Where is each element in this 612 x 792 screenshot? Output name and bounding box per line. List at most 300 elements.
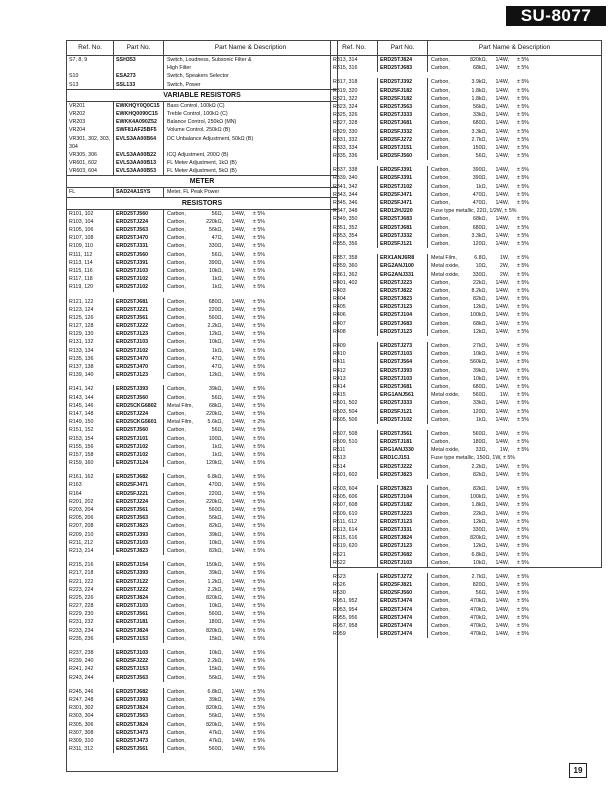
part-number: SSL133 (114, 81, 164, 89)
part-number: ERG1ANJ330 (378, 446, 428, 454)
description-text (167, 143, 337, 151)
table-row (331, 262, 601, 270)
ref-number: R407 (331, 320, 378, 328)
table-row (67, 712, 337, 720)
ref-number: R215, 216 (67, 561, 114, 569)
resistor-type: Carbon, (167, 364, 186, 370)
resistance-value: 2.2kΩ, (207, 658, 223, 665)
wattage: 1/4W, (495, 191, 509, 198)
resistance-value: 330Ω, (208, 243, 223, 250)
ref-number: R133, 134 (67, 347, 114, 355)
part-number: ERD25TJ391 (114, 259, 164, 267)
wattage: 1/4W, (231, 218, 245, 225)
tolerance: ± 5% (252, 635, 265, 642)
ref-number: R412 (331, 367, 378, 375)
tolerance: ± 5% (516, 631, 529, 638)
wattage: 1/4W, (231, 482, 245, 489)
tolerance: ± 5% (252, 658, 265, 665)
resistance-value: 10kΩ, (473, 351, 487, 358)
wattage: 1/4W, (495, 518, 509, 525)
resistance-value: 10kΩ, (209, 339, 223, 346)
tolerance: ± 5% (516, 439, 529, 446)
resistance-value: 10kΩ, (473, 559, 487, 566)
resistor-type: Carbon, (167, 650, 186, 656)
tolerance: ± 5% (516, 65, 529, 72)
part-number: ERD25TJ102 (378, 183, 428, 191)
part-description (164, 657, 337, 665)
section-heading: RESISTORS (67, 197, 337, 210)
table-row (331, 56, 601, 64)
tolerance: ± 5% (516, 598, 529, 605)
wattage: 1/4W, (231, 364, 245, 370)
wattage: 1/4W, (231, 627, 245, 634)
part-number: ERD25TJ333 (378, 399, 428, 407)
table-row (331, 174, 601, 182)
part-description (428, 526, 601, 534)
resistance-value: 470Ω, (208, 482, 223, 489)
table-row (67, 347, 337, 355)
table-row (331, 408, 601, 416)
table-row (67, 657, 337, 665)
ref-number: R227, 228 (67, 602, 114, 610)
resistor-type: Carbon, (431, 590, 450, 597)
wattage: 1/4W, (231, 402, 245, 409)
ref-number: R223, 224 (67, 586, 114, 594)
ref-number: R329, 330 (331, 128, 378, 136)
page-number: 19 (569, 763, 587, 778)
resistor-type: Carbon, (431, 65, 450, 72)
ref-number: R113, 114 (67, 259, 114, 267)
part-description (428, 342, 601, 350)
description-text: Fuse type metallic, 22Ω, 1/2W, ± 5% (431, 208, 517, 215)
resistance-value: 2.2kΩ, (207, 586, 223, 593)
part-number: ERD25TJ101 (114, 435, 164, 443)
ref-number: R605, 606 (331, 493, 378, 501)
wattage: 1/4W, (231, 696, 245, 703)
wattage: 1/4W, (495, 279, 509, 286)
resistance-value: 33Ω, (475, 447, 487, 454)
resistance-value: 820kΩ, (206, 721, 223, 728)
part-description (428, 454, 601, 462)
resistance-value: 470kΩ, (470, 614, 487, 621)
ref-number: R311, 312 (67, 745, 114, 753)
part-number: ERD25FJ391 (378, 174, 428, 182)
resistor-type: Carbon, (431, 526, 450, 533)
part-number: ERD25TJ561 (378, 430, 428, 438)
wattage: 1/4W, (495, 296, 509, 303)
part-number: ERD25TJ103 (114, 602, 164, 610)
tolerance: ± 5% (516, 494, 529, 501)
wattage: 1/4W, (495, 614, 509, 621)
resistor-type: Carbon, (167, 523, 186, 530)
resistance-value: 68kΩ, (473, 216, 487, 223)
part-number: ERD25TJ223 (378, 510, 428, 518)
table-row (67, 314, 337, 322)
tolerance: ± 5% (252, 619, 265, 626)
resistor-type: Metal Film, (167, 419, 193, 426)
resistance-value: 680Ω, (208, 298, 223, 305)
resistor-type: Carbon, (167, 227, 186, 233)
tolerance: ± 5% (516, 320, 529, 327)
part-number: ERD25TJ102 (114, 283, 164, 291)
table-row (331, 254, 601, 262)
ref-number: VR204 (67, 126, 114, 134)
resistor-type: Carbon, (167, 427, 186, 434)
resistance-value: 820kΩ, (206, 627, 223, 634)
resistance-value: 10kΩ, (209, 650, 223, 656)
resistor-type: Carbon, (167, 515, 186, 522)
tolerance: ± 5% (252, 482, 265, 489)
tolerance: ± 5% (516, 287, 529, 294)
resistance-value: 39kΩ, (209, 696, 223, 703)
table-row (67, 481, 337, 489)
resistor-type: Carbon, (431, 559, 450, 566)
part-description (164, 167, 337, 175)
table-row (67, 363, 337, 371)
resistor-type: Carbon, (167, 586, 186, 593)
table-row (331, 493, 601, 501)
part-description (428, 630, 601, 638)
resistor-type: Carbon, (431, 383, 450, 390)
wattage: 1/4W, (231, 298, 245, 305)
wattage: 1/4W, (231, 515, 245, 522)
part-number: ERD25TJ563 (114, 514, 164, 522)
wattage: 1/4W, (231, 227, 245, 233)
wattage: 1/4W, (495, 351, 509, 358)
wattage: 1/4W, (495, 526, 509, 533)
wattage: 1/4W, (231, 314, 245, 321)
resistor-type: Carbon, (167, 737, 186, 744)
part-description (428, 78, 601, 86)
table-row (331, 471, 601, 479)
part-number: ERD25TJ683 (378, 215, 428, 223)
table-row (331, 416, 601, 424)
resistance-value: 6.8kΩ, (471, 551, 487, 558)
resistance-value: 390Ω, (472, 175, 487, 182)
tolerance: ± 5% (252, 298, 265, 305)
part-description (164, 135, 337, 143)
tolerance: ± 5% (516, 183, 529, 190)
tolerance: ± 5% (516, 224, 529, 231)
part-description (164, 627, 337, 635)
tolerance: ± 5% (252, 547, 265, 554)
ref-number: R353, 354 (331, 232, 378, 240)
wattage: 1/4W, (231, 674, 245, 681)
resistor-type: Carbon, (431, 144, 450, 151)
resistor-type: Carbon, (431, 535, 450, 542)
resistor-type: Carbon, (167, 347, 186, 354)
resistance-value: 10kΩ, (209, 539, 223, 546)
ref-number: R355, 356 (331, 240, 378, 248)
part-number: SSH353 (114, 56, 164, 64)
wattage: 1/4W, (495, 463, 509, 470)
resistor-type: Carbon, (167, 372, 186, 379)
resistor-type: Carbon, (167, 298, 186, 305)
part-number: ERD25FJ821 (378, 581, 428, 589)
part-description (164, 649, 337, 657)
resistor-type: Carbon, (167, 658, 186, 665)
table-row (67, 242, 337, 250)
resistor-type: Carbon, (167, 547, 186, 554)
tolerance: ± 5% (252, 364, 265, 370)
wattage: 1/4W, (495, 573, 509, 580)
resistance-value: 1kΩ, (475, 416, 487, 423)
resistor-type: Carbon, (167, 451, 186, 458)
part-number: ERD25TJ224 (114, 410, 164, 418)
wattage: 1/4W, (231, 435, 245, 442)
part-description (164, 210, 337, 218)
resistor-type: Carbon, (431, 631, 450, 638)
tolerance: ± 5% (252, 331, 265, 338)
table-row (331, 95, 601, 103)
resistor-type: Carbon, (167, 210, 186, 217)
wattage: 1/4W, (231, 267, 245, 274)
ref-number: R313, 314 (331, 56, 378, 64)
resistance-value: 56kΩ, (209, 713, 223, 720)
ref-number: R119, 120 (67, 283, 114, 291)
tolerance: ± 5% (252, 276, 265, 283)
resistance-value: 470kΩ, (470, 606, 487, 613)
ref-number: R321, 322 (331, 95, 378, 103)
resistance-value: 82kΩ, (473, 471, 487, 478)
table-row (331, 128, 601, 136)
wattage: 1/4W, (495, 408, 509, 415)
ref-number: R325, 326 (331, 111, 378, 119)
part-description (428, 152, 601, 160)
table-row (331, 152, 601, 160)
ref-number: R601, 602 (331, 471, 378, 479)
part-number: ERD25FJ391 (378, 166, 428, 174)
tolerance: ± 5% (516, 408, 529, 415)
part-description (164, 451, 337, 459)
table-row (67, 402, 337, 410)
ref-number: R235, 236 (67, 635, 114, 643)
wattage: 1/4W, (495, 367, 509, 374)
part-number (114, 64, 164, 72)
part-description (164, 418, 337, 426)
ref-number: R247, 248 (67, 696, 114, 704)
resistor-type: Carbon, (431, 375, 450, 382)
ref-number: R351, 352 (331, 224, 378, 232)
resistor-type: Carbon, (167, 635, 186, 642)
part-number: ERD25TJ123 (378, 303, 428, 311)
part-description (164, 539, 337, 547)
table-row (67, 118, 337, 126)
part-description (428, 573, 601, 581)
part-description (164, 674, 337, 682)
model-title: SU-8077 (506, 6, 606, 26)
resistance-value: 12kΩ, (473, 518, 487, 525)
resistor-type: Carbon, (431, 287, 450, 294)
resistor-type: Carbon, (431, 224, 450, 231)
wattage: 1/4W, (495, 167, 509, 174)
table-row (331, 199, 601, 207)
resistor-type: Carbon, (167, 674, 186, 681)
resistance-value: 120kΩ, (206, 460, 223, 467)
wattage: 1/4W, (231, 578, 245, 585)
table-body (67, 56, 337, 753)
header-part: Part No. (114, 41, 164, 55)
wattage: 1/4W, (231, 498, 245, 505)
wattage: 1/4W, (231, 372, 245, 379)
tolerance: ± 5% (516, 375, 529, 382)
wattage: 1/4W, (495, 304, 509, 311)
ref-number: R333, 334 (331, 144, 378, 152)
ref-number: R319, 320 (331, 87, 378, 95)
resistance-value: 2.2kΩ, (207, 323, 223, 330)
table-row (67, 210, 337, 218)
tolerance: ± 5% (516, 153, 529, 160)
part-description (164, 298, 337, 306)
resistance-value: 12kΩ, (473, 543, 487, 550)
table-row (331, 630, 601, 638)
ref-number: R103, 104 (67, 218, 114, 226)
ref-number: R411 (331, 358, 378, 366)
wattage: 1/4W, (231, 594, 245, 601)
tolerance: ± 5% (516, 535, 529, 542)
tolerance: ± 5% (516, 502, 529, 509)
resistor-type: Carbon, (167, 705, 186, 712)
ref-number: VR603, 604 (67, 167, 114, 175)
section-heading: METER (67, 175, 337, 188)
table-row (331, 166, 601, 174)
table-row (331, 391, 601, 399)
tolerance: ± 5% (252, 705, 265, 712)
part-number: ERD25TJ123 (378, 542, 428, 550)
resistance-value: 820kΩ, (206, 594, 223, 601)
resistance-value: 1kΩ, (211, 276, 223, 283)
ref-number: R137, 138 (67, 363, 114, 371)
part-number: ERD25TJ563 (378, 103, 428, 111)
description-text: Switch, Power (167, 81, 201, 88)
ref-number: R317, 318 (331, 78, 378, 86)
table-row (67, 490, 337, 498)
table-row (67, 649, 337, 657)
ref-number: VR301, 302, 303, (67, 135, 114, 143)
part-description (428, 430, 601, 438)
table-row (67, 110, 337, 118)
wattage: 1/4W, (495, 559, 509, 566)
wattage: 1/4W, (231, 523, 245, 530)
part-description (428, 287, 601, 295)
resistor-type: Carbon, (431, 120, 450, 127)
wattage: 1/4W, (495, 312, 509, 319)
part-number: ERD25TJ222 (114, 586, 164, 594)
resistor-type: Carbon, (167, 394, 186, 401)
part-description (164, 426, 337, 434)
tolerance: ± 5% (516, 136, 529, 143)
part-description (164, 126, 337, 134)
wattage: 1/4W, (495, 359, 509, 366)
ref-number: R305, 306 (67, 721, 114, 729)
table-row (67, 394, 337, 402)
wattage: 1/4W, (495, 343, 509, 349)
wattage: 1/4W, (231, 547, 245, 554)
wattage: 1/4W, (231, 284, 245, 291)
part-description (164, 498, 337, 506)
table-row (67, 531, 337, 539)
table-row (67, 151, 337, 159)
table-row (67, 259, 337, 267)
part-number: ERD25TJ822 (378, 287, 428, 295)
description-text: Switch, Speakers Selector (167, 73, 229, 80)
resistance-value: 100kΩ, (470, 312, 487, 319)
part-description (428, 262, 601, 270)
resistor-type: Carbon, (167, 243, 186, 250)
tolerance: ± 5% (516, 430, 529, 437)
ref-number: R343, 344 (331, 191, 378, 199)
part-number: ERD25FJ471 (378, 191, 428, 199)
ref-number: R161, 162 (67, 473, 114, 481)
resistor-type: Carbon, (431, 279, 450, 286)
wattage: 1/4W, (495, 128, 509, 135)
ref-number: VR203 (67, 118, 114, 126)
part-description (428, 191, 601, 199)
part-number: ERD25FJ332 (378, 128, 428, 136)
table-row (331, 350, 601, 358)
table-row (67, 473, 337, 481)
part-description (428, 383, 601, 391)
part-number: ERD25TJ393 (114, 531, 164, 539)
wattage: 1/4W, (495, 606, 509, 613)
tolerance: ± 5% (252, 627, 265, 634)
wattage: 1W, (499, 392, 509, 399)
part-number: ERD12HJ220 (378, 207, 428, 215)
table-row (67, 72, 337, 80)
wattage: 1/4W, (231, 531, 245, 538)
wattage: 1/4W, (231, 235, 245, 242)
parts-table-right (330, 40, 602, 638)
header-desc: Part Name & Description (478, 44, 551, 51)
part-number: ERD25TJ103 (378, 350, 428, 358)
table-row (331, 446, 601, 454)
resistance-value: 82kΩ, (473, 486, 487, 492)
part-number: ERD25TJ103 (378, 375, 428, 383)
wattage: 2W, (499, 271, 509, 278)
tolerance: ± 5% (516, 392, 529, 399)
wattage: 1/4W, (495, 582, 509, 589)
ref-number: R503, 504 (331, 408, 378, 416)
resistor-type: Carbon, (431, 328, 450, 335)
table-row (331, 240, 601, 248)
wattage: 1/4W, (231, 666, 245, 673)
table-row (331, 311, 601, 319)
table-row (331, 559, 601, 567)
ref-number: R125, 126 (67, 314, 114, 322)
tolerance: ± 5% (516, 216, 529, 223)
wattage: 1/4W, (231, 427, 245, 434)
part-number: ERD25TJ123 (378, 518, 428, 526)
resistance-value: 10kΩ, (473, 375, 487, 382)
ref-number: R155, 156 (67, 443, 114, 451)
part-description (428, 438, 601, 446)
resistance-value: 56Ω, (211, 394, 223, 401)
resistor-type: Carbon, (431, 416, 450, 423)
ref-number: R237, 238 (67, 649, 114, 657)
part-description (164, 737, 337, 745)
description-text: Volume Control, 250kΩ (B) (167, 127, 231, 134)
part-description (428, 215, 601, 223)
ref-number: R117, 118 (67, 275, 114, 283)
tolerance: ± 5% (252, 746, 265, 753)
wattage: 1/4W, (231, 276, 245, 283)
part-number: ERD25TJ682 (378, 551, 428, 559)
description-text: DC Unbalance Adjustment, 50kΩ (B) (167, 135, 254, 142)
resistance-value: 10kΩ, (209, 603, 223, 610)
table-row (67, 435, 337, 443)
resistor-type: Carbon, (431, 216, 450, 223)
part-description (428, 111, 601, 119)
